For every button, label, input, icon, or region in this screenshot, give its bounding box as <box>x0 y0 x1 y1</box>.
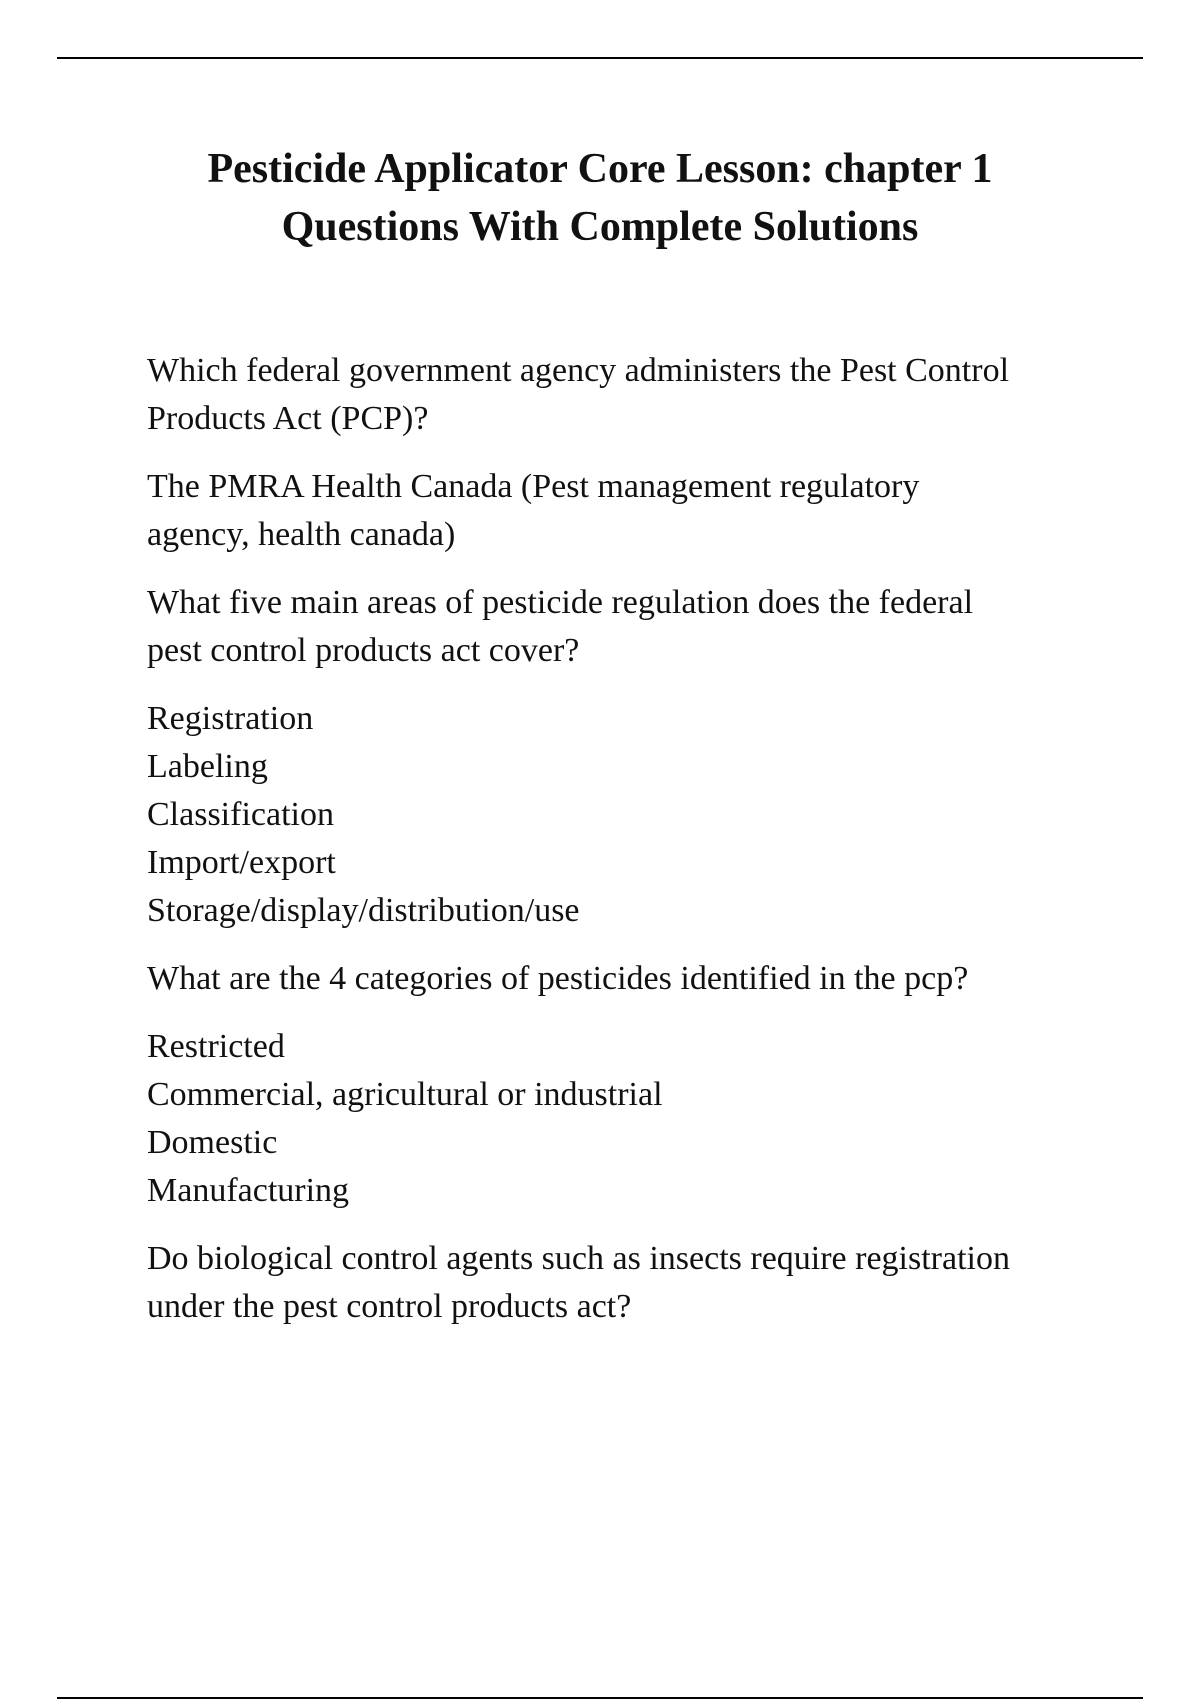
text-line: Import/export <box>147 844 336 881</box>
text-line: Restricted <box>147 1028 285 1065</box>
text-line: What five main areas of pesticide regulation does the federal <box>147 584 974 621</box>
title-line: Questions With Complete Solutions <box>281 204 919 250</box>
question-3 <box>147 955 1087 1003</box>
text-line: Commercial, agricultural or industrial <box>147 1076 663 1113</box>
text-line: Storage/display/distribution/use <box>147 892 580 929</box>
text-line: Manufacturing <box>147 1172 350 1209</box>
bottom-rule <box>57 1697 1143 1699</box>
question-2 <box>147 579 1087 675</box>
text-line: Registration <box>147 700 314 737</box>
text-line: Which federal government agency administers the Pest Control <box>147 352 1010 389</box>
document-title <box>100 140 1100 256</box>
title-line: Pesticide Applicator Core Lesson: chapter 1 <box>207 146 993 192</box>
text-line: Domestic <box>147 1124 278 1161</box>
text-line: pest control products act cover? <box>147 632 580 669</box>
answer-3 <box>147 1023 1087 1215</box>
answer-1 <box>147 463 1087 559</box>
text-line: Products Act (PCP)? <box>147 400 429 437</box>
text-line: agency, health canada) <box>147 516 456 553</box>
question-4 <box>147 1235 1087 1331</box>
text-line: Classification <box>147 796 334 833</box>
qa-content <box>147 347 1087 1351</box>
top-rule <box>57 57 1143 59</box>
text-line: Labeling <box>147 748 268 785</box>
answer-2 <box>147 695 1087 935</box>
text-line: under the pest control products act? <box>147 1288 632 1325</box>
text-line: The PMRA Health Canada (Pest management regulatory <box>147 468 920 505</box>
question-1 <box>147 347 1087 443</box>
text-line: What are the 4 categories of pesticides identified in the pcp? <box>147 960 969 997</box>
text-line: Do biological control agents such as insects require registration <box>147 1240 1010 1277</box>
